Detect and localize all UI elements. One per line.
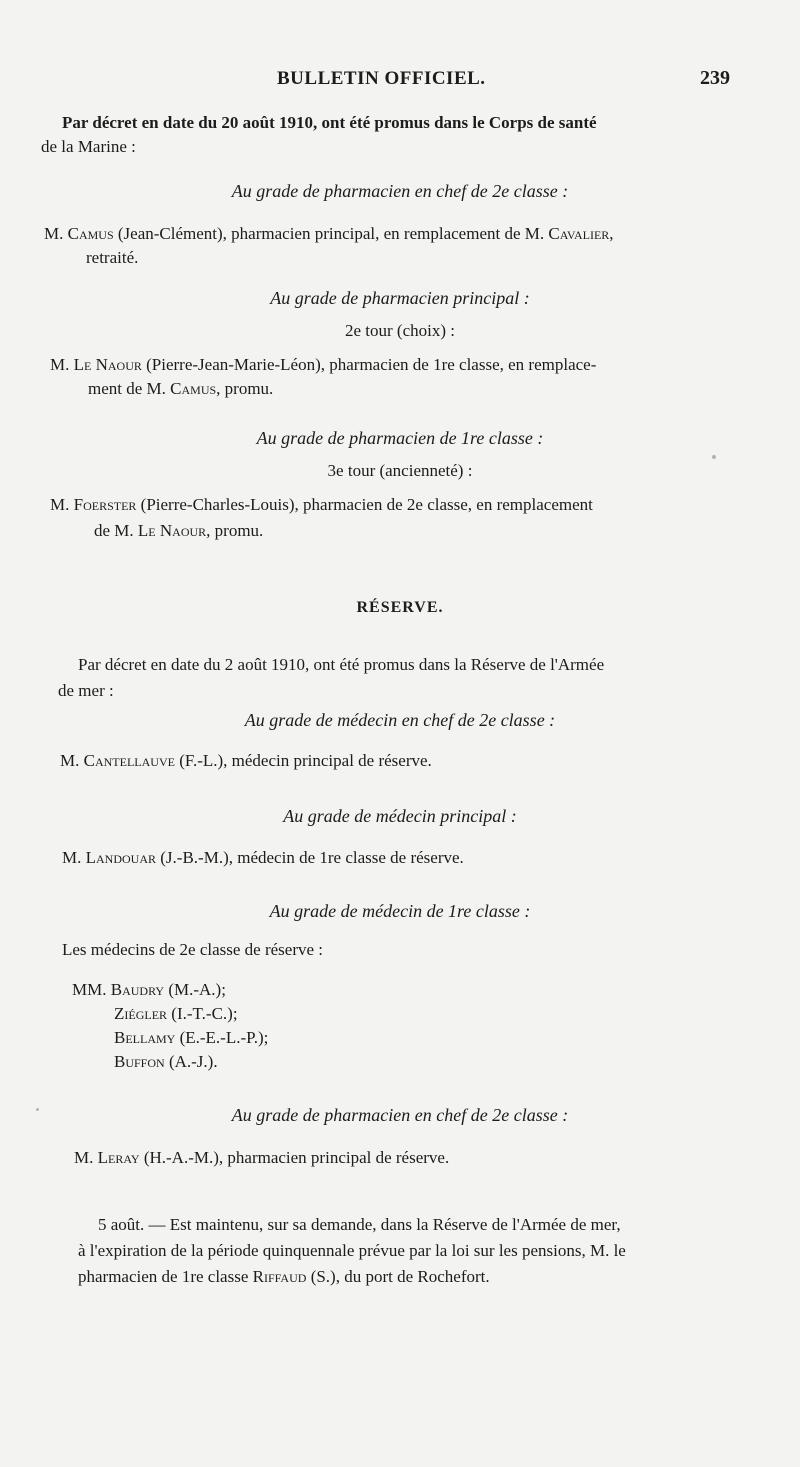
grade-heading: Au grade de pharmacien principal : <box>270 288 530 308</box>
promotion-line-cont: de M. Le Naour, promu. <box>94 521 264 540</box>
person-name: Leray <box>97 1148 140 1167</box>
person-name: Foerster <box>73 495 137 514</box>
note-line-2: à l'expiration de la période quinquennale prévue par la loi sur les pensions, M. le <box>78 1241 626 1260</box>
section-title: RÉSERVE. <box>356 599 444 616</box>
person-name: Buffon <box>114 1052 165 1071</box>
promotion-line: M. Le Naour (Pierre-Jean-Marie-Léon), pharmacien de 1re classe, en remplace- <box>50 355 597 374</box>
person-name: Le Naour <box>73 355 142 374</box>
scan-speck <box>36 1108 39 1111</box>
person-name: Landouar <box>85 848 157 867</box>
list-item: Ziégler (I.-T.-C.); <box>114 1004 238 1023</box>
person-name: Riffaud <box>252 1267 307 1286</box>
person-name: Camus <box>170 379 217 398</box>
list-item: MM. Baudry (M.-A.); <box>72 980 226 999</box>
tour-label: 2e tour (choix) : <box>345 321 455 340</box>
note-line-3: pharmacien de 1re classe Riffaud (S.), du port de Rochefort. <box>78 1267 490 1286</box>
promotion-line-cont: ment de M. Camus, promu. <box>88 379 274 398</box>
promotion-line: M. Cantellauve (F.-L.), médecin principal de réserve. <box>60 751 432 770</box>
grade-heading: Au grade de pharmacien en chef de 2e classe : <box>231 1105 569 1125</box>
person-name: Bellamy <box>114 1028 176 1047</box>
person-name: Cavalier <box>548 224 610 243</box>
grade-heading: Au grade de pharmacien de 1re classe : <box>256 428 544 448</box>
person-name: Le Naour <box>137 521 207 540</box>
list-item: Bellamy (E.-E.-L.-P.); <box>114 1028 269 1047</box>
grade-heading: Au grade de pharmacien en chef de 2e classe : <box>231 181 569 201</box>
decree-intro-line-1: Par décret en date du 20 août 1910, ont été promus dans le Corps de santé <box>62 113 597 132</box>
person-name: Ziégler <box>114 1004 168 1023</box>
promotion-line: M. Foerster (Pierre-Charles-Louis), pharmacien de 2e classe, en remplacement <box>50 495 593 514</box>
list-lead: Les médecins de 2e classe de réserve : <box>62 940 324 959</box>
decree-intro-line-2: de mer : <box>58 681 114 700</box>
decree-intro-line-2: de la Marine : <box>41 137 136 156</box>
running-header-title: BULLETIN OFFICIEL. <box>277 68 486 89</box>
promotion-line-cont: retraité. <box>86 248 139 267</box>
note-line-1: 5 août. — Est maintenu, sur sa demande, dans la Réserve de l'Armée de mer, <box>98 1215 621 1234</box>
promotion-line: M. Leray (H.-A.-M.), pharmacien principal de réserve. <box>74 1148 450 1167</box>
person-name: Camus <box>67 224 114 243</box>
promotion-line: M. Camus (Jean-Clément), pharmacien principal, en remplacement de M. Cavalier, <box>44 224 614 243</box>
person-name: Cantellauve <box>83 751 175 770</box>
decree-intro-line-1: Par décret en date du 2 août 1910, ont été promus dans la Réserve de l'Armée <box>78 655 605 674</box>
list-item: Buffon (A.-J.). <box>114 1052 218 1071</box>
promotion-line: M. Landouar (J.-B.-M.), médecin de 1re classe de réserve. <box>62 848 464 867</box>
page-number: 239 <box>700 67 730 89</box>
grade-heading: Au grade de médecin principal : <box>283 806 517 826</box>
grade-heading: Au grade de médecin en chef de 2e classe : <box>244 710 556 730</box>
scan-speck <box>712 455 716 459</box>
tour-label: 3e tour (ancienneté) : <box>327 461 473 480</box>
grade-heading: Au grade de médecin de 1re classe : <box>269 901 531 921</box>
person-name: Baudry <box>110 980 165 999</box>
